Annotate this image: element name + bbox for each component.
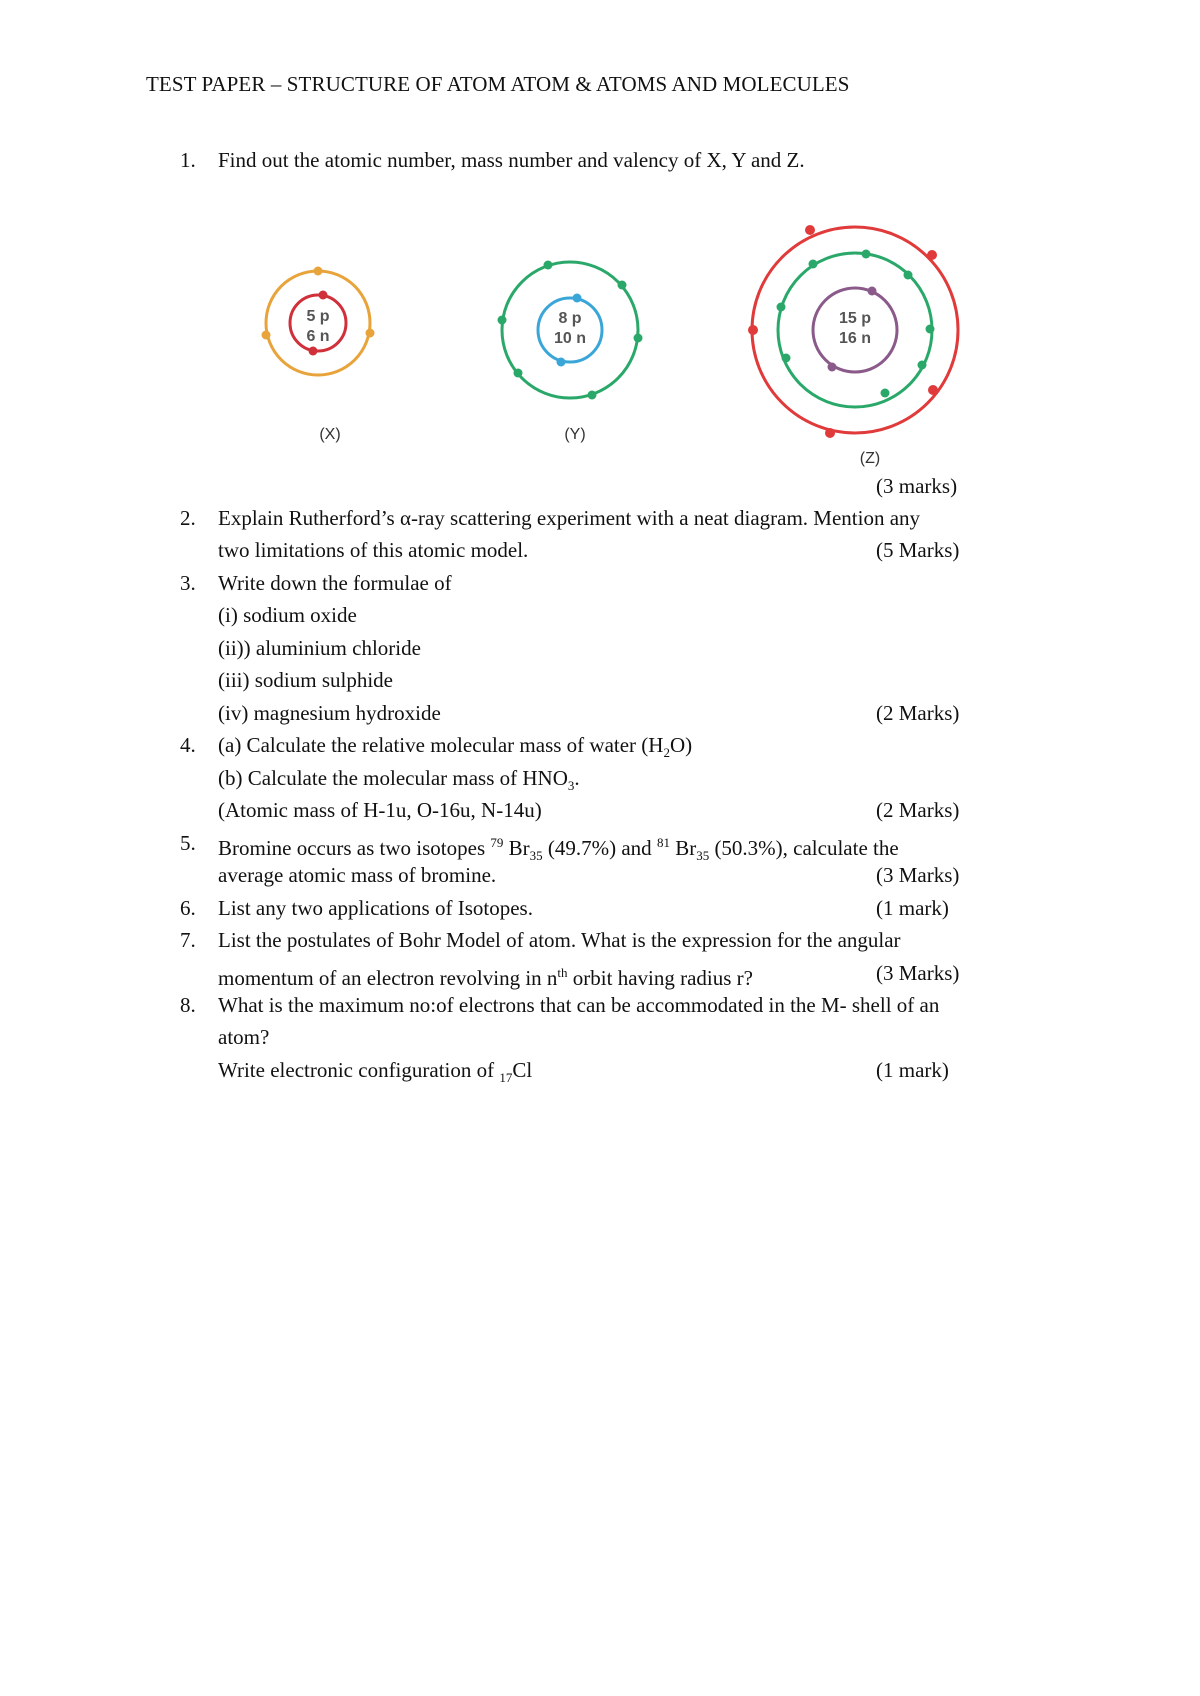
marks: (3 Marks)	[876, 961, 960, 985]
electron-dot	[828, 363, 837, 372]
question-text: Explain Rutherford’s α-ray scattering experiment with a neat diagram. Mention any	[218, 506, 921, 530]
question-number: 1.	[180, 148, 196, 172]
marks: (3 marks)	[876, 474, 958, 498]
question-number: 4.	[180, 733, 196, 757]
atom-diagrams-svg	[215, 205, 1015, 475]
electron-dot	[927, 250, 937, 260]
electron-dot	[366, 329, 375, 338]
electron-dot	[314, 267, 323, 276]
list-item: (ii)) aluminium chloride	[218, 636, 421, 660]
atom-x-label: (X)	[319, 426, 341, 443]
question-text: average atomic mass of bromine.	[218, 863, 497, 887]
electron-dot	[868, 287, 877, 296]
marks: (5 Marks)	[876, 538, 960, 562]
atom-diagrams	[215, 205, 1015, 475]
electron-dot	[498, 316, 507, 325]
marks: (3 Marks)	[876, 863, 960, 887]
electron-dot	[573, 294, 582, 303]
electron-dot	[618, 281, 627, 290]
question-number: 3.	[180, 571, 196, 595]
electron-dot	[809, 260, 818, 269]
question-number: 2.	[180, 506, 196, 530]
marks: (1 mark)	[876, 896, 949, 920]
atom-y-neutrons: 10 n	[553, 330, 587, 347]
electron-dot	[588, 391, 597, 400]
question-text: Write electronic configuration of $_{17}$Cl	[218, 1058, 533, 1086]
electron-dot	[918, 361, 927, 370]
question-text: (Atomic mass of H-1u, O-16u, N-14u)	[218, 798, 542, 822]
electron-dot	[862, 250, 871, 259]
electron-dot	[309, 347, 318, 356]
list-item: (i) sodium oxide	[218, 603, 357, 627]
question-text: (b) Calculate the molecular mass of $HNO_3$.	[218, 766, 580, 794]
electron-dot	[805, 225, 815, 235]
question-text: Write down the formulae of	[218, 571, 452, 595]
question-number: 7.	[180, 928, 196, 952]
electron-dot	[557, 358, 566, 367]
electron-dot	[777, 303, 786, 312]
atom-z-protons: 15 p	[838, 310, 872, 327]
question-number: 8.	[180, 993, 196, 1017]
list-item: (iii) sodium sulphide	[218, 668, 393, 692]
marks: (2 Marks)	[876, 798, 960, 822]
question-text: What is the maximum no:of electrons that can be accommodated in the M- shell of an	[218, 993, 940, 1017]
question-text: Bromine occurs as two isotopes $^{79}$ $Br_{35}$ (49.7%) and $^{81}$ $Br_{35}$ (50.3%), calculate the	[218, 835, 899, 864]
marks: (2 Marks)	[876, 701, 960, 725]
electron-dot	[514, 369, 523, 378]
atom-z	[748, 225, 958, 467]
atom-x-neutrons: 6 n	[306, 328, 330, 345]
marks: (1 mark)	[876, 1058, 949, 1082]
atom-y-protons: 8 p	[558, 310, 582, 327]
electron-dot	[881, 389, 890, 398]
atom-y	[498, 261, 643, 444]
page-title: TEST PAPER – STRUCTURE OF ATOM ATOM & ATOMS AND MOLECULES	[146, 72, 850, 96]
electron-dot	[634, 334, 643, 343]
atom-z-neutrons: 16 n	[838, 330, 872, 347]
atom-z-label: (Z)	[859, 450, 881, 467]
question-text: momentum of an electron revolving in $n^{th}$ orbit having radius r?	[218, 965, 753, 990]
electron-dot	[928, 385, 938, 395]
electron-dot	[926, 325, 935, 334]
question-text: Find out the atomic number, mass number and valency of X, Y and Z.	[218, 148, 805, 172]
electron-dot	[782, 354, 791, 363]
electron-dot	[544, 261, 553, 270]
electron-dot	[904, 271, 913, 280]
atom-y-label: (Y)	[564, 426, 586, 443]
question-text: atom?	[218, 1025, 270, 1049]
question-text: (a) Calculate the relative molecular mass of water $(H_2O)$	[218, 733, 693, 761]
question-text: two limitations of this atomic model.	[218, 538, 529, 562]
electron-dot	[319, 291, 328, 300]
question-text: List the postulates of Bohr Model of atom. What is the expression for the angular	[218, 928, 901, 952]
question-text: List any two applications of Isotopes.	[218, 896, 533, 920]
atom-x-protons: 5 p	[306, 308, 330, 325]
question-number: 5.	[180, 831, 196, 855]
electron-dot	[825, 428, 835, 438]
atom-x	[262, 267, 375, 444]
electron-dot	[748, 325, 758, 335]
list-item: (iv) magnesium hydroxide	[218, 701, 441, 725]
question-number: 6.	[180, 896, 196, 920]
electron-dot	[262, 331, 271, 340]
